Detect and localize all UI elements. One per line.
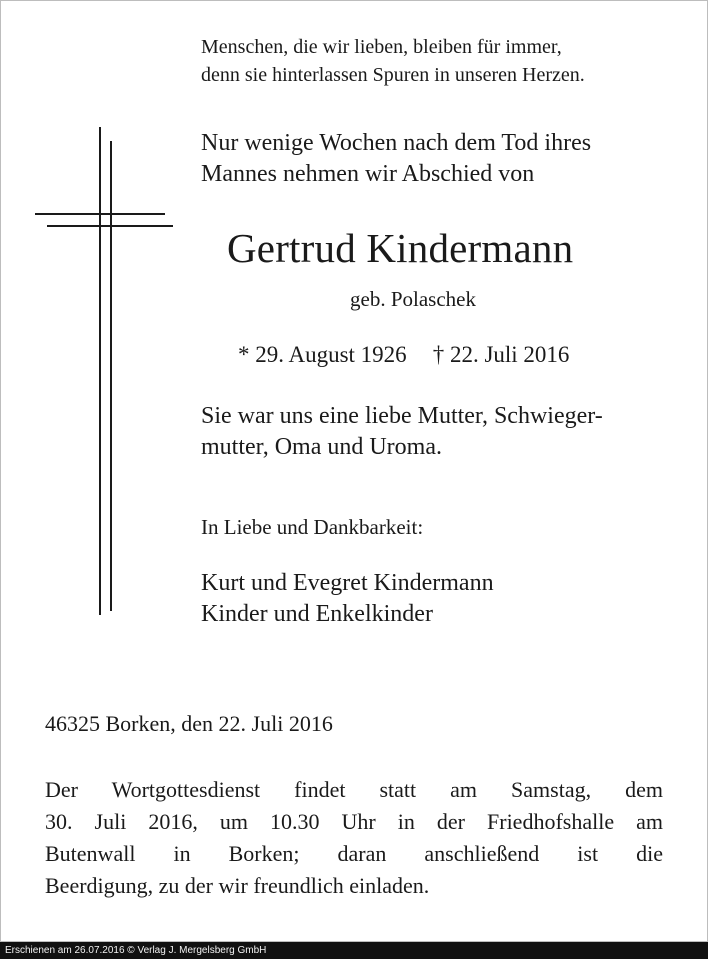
birth-name: geb. Polaschek bbox=[350, 287, 476, 311]
signer-line: Kinder und Enkelkinder bbox=[201, 601, 433, 627]
cross-icon bbox=[31, 127, 176, 617]
birth-date: * 29. August 1926 bbox=[238, 342, 407, 367]
intro-line: Nur wenige Wochen nach dem Tod ihres bbox=[201, 130, 592, 156]
signer-line: Kurt und Evegret Kindermann bbox=[201, 570, 494, 596]
funeral-line: Butenwall in Borken; daran anschließend ist die bbox=[45, 841, 663, 866]
description-line: Sie war uns eine liebe Mutter, Schwieger- bbox=[201, 403, 603, 429]
funeral-line: 30. Juli 2016, um 10.30 Uhr in der Friedhofshalle am bbox=[45, 809, 663, 834]
deceased-name: Gertrud Kindermann bbox=[227, 225, 574, 271]
intro-text bbox=[201, 128, 681, 190]
funeral-line: Der Wortgottesdienst findet statt am Samstag, dem bbox=[45, 777, 663, 802]
funeral-info bbox=[45, 774, 663, 902]
description-line: mutter, Oma und Uroma. bbox=[201, 434, 442, 460]
thanks-line: In Liebe und Dankbarkeit: bbox=[201, 515, 424, 539]
intro-line: Mannes nehmen wir Abschied von bbox=[201, 161, 535, 187]
place-date: 46325 Borken, den 22. Juli 2016 bbox=[45, 711, 333, 736]
funeral-line: Beerdigung, zu der wir freundlich einladen. bbox=[45, 873, 430, 898]
description-text bbox=[201, 401, 681, 463]
signers-block bbox=[201, 568, 681, 630]
motto-line: denn sie hinterlassen Spuren in unseren Herzen. bbox=[201, 64, 585, 86]
life-dates bbox=[238, 340, 569, 370]
death-date: † 22. Juli 2016 bbox=[432, 342, 570, 367]
publication-footer: Erschienen am 26.07.2016 © Verlag J. Mergelsberg GmbH bbox=[0, 942, 708, 959]
motto-verse bbox=[201, 33, 681, 89]
motto-line: Menschen, die wir lieben, bleiben für immer, bbox=[201, 36, 562, 58]
